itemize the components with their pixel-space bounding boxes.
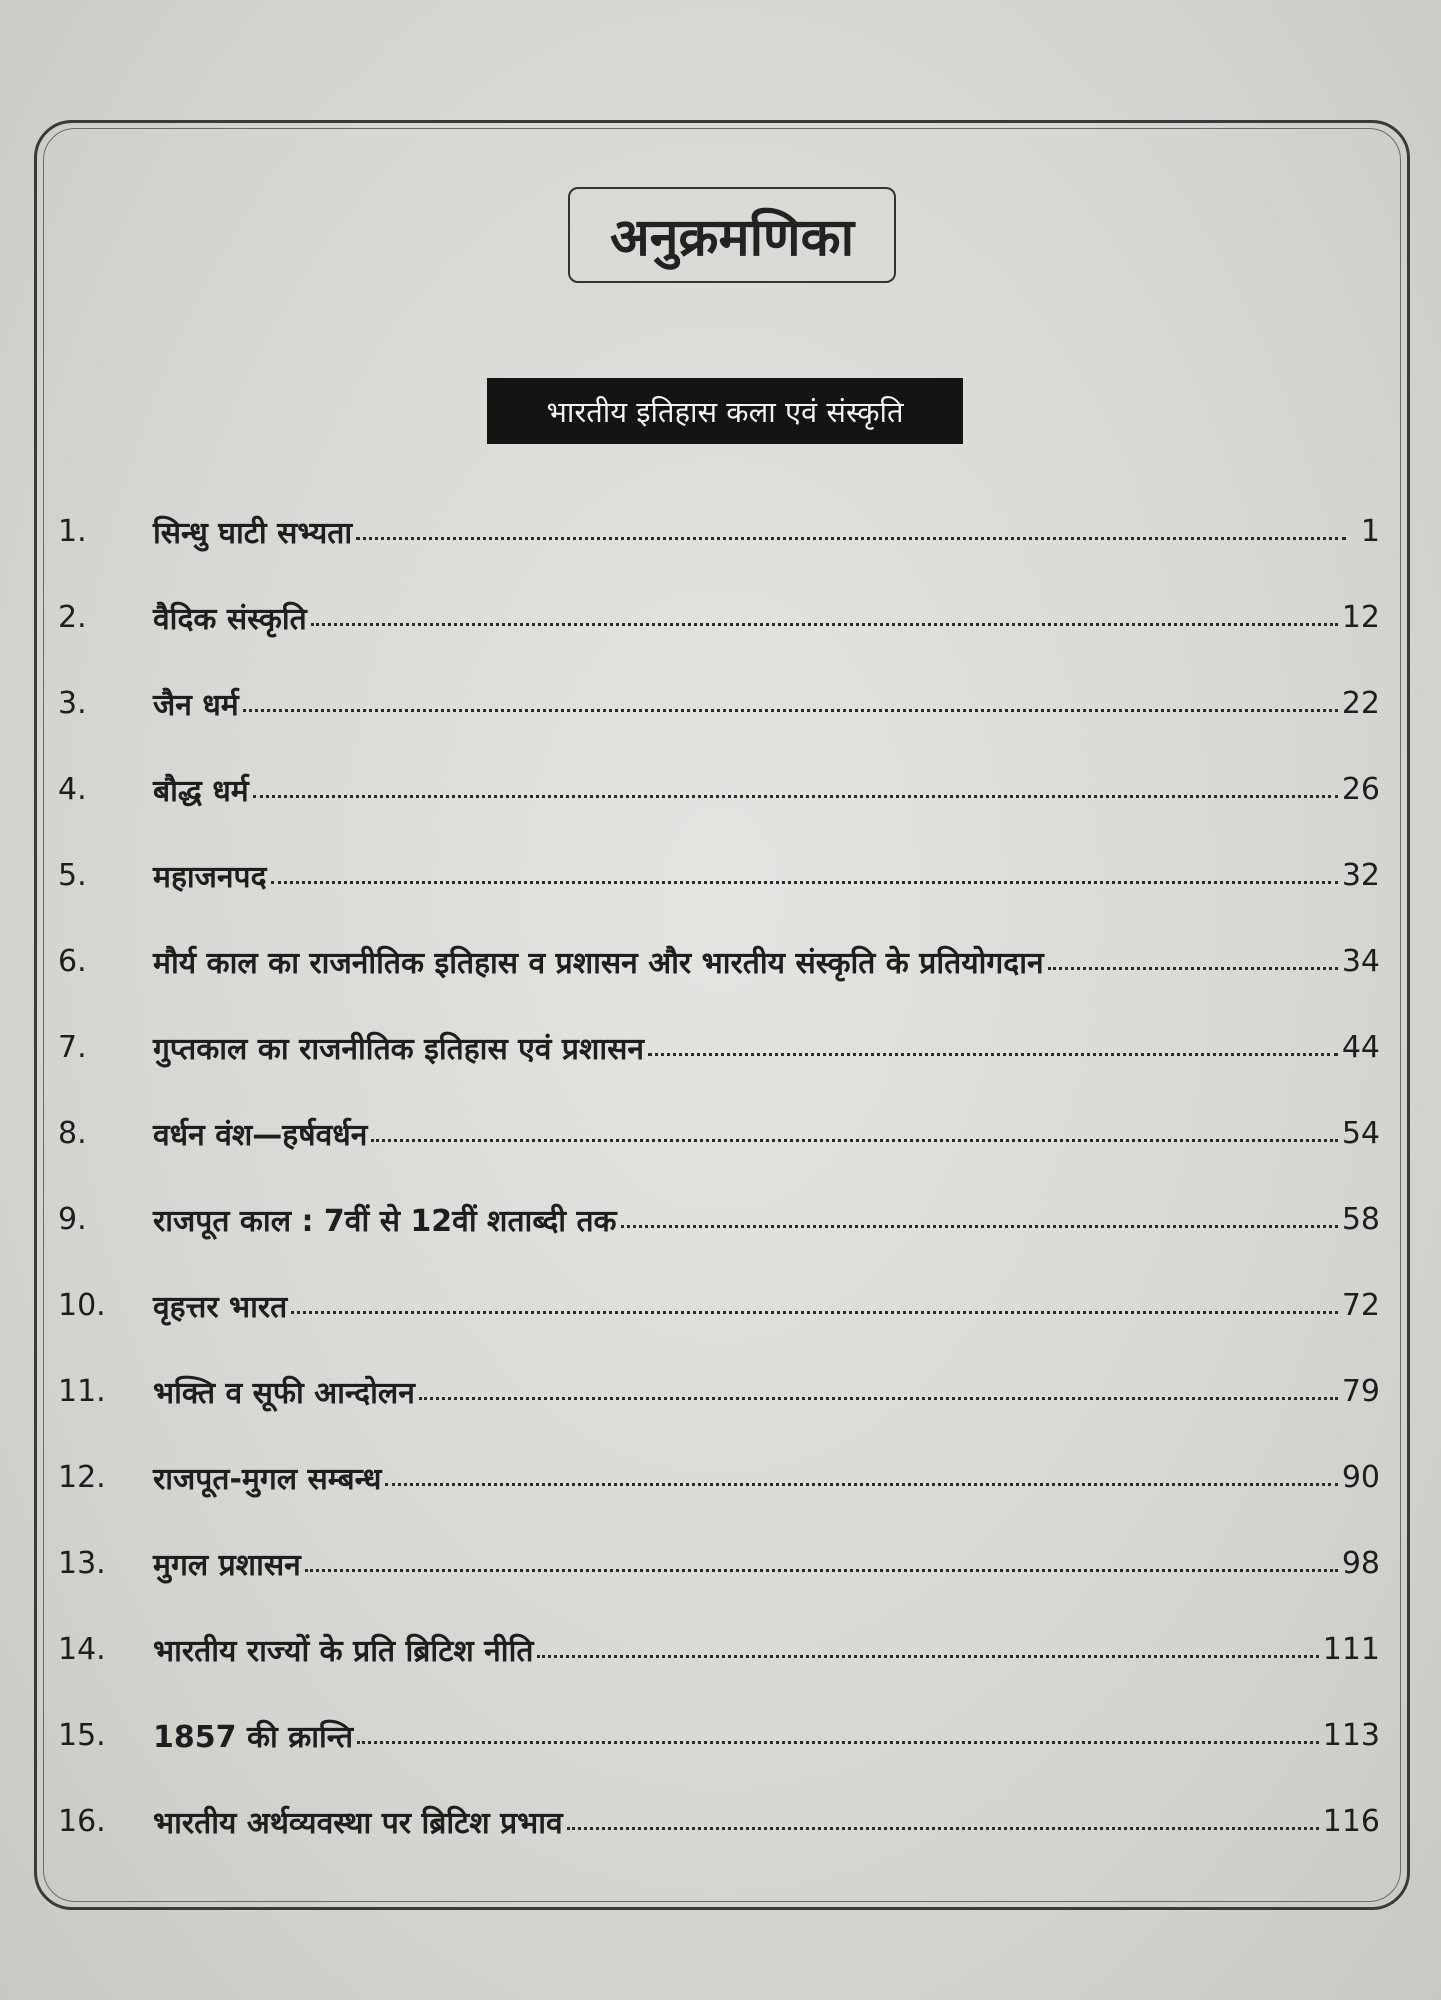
toc-entry[interactable] — [58, 1262, 1380, 1348]
entry-title: राजपूत-मुगल सम्बन्ध — [153, 1461, 382, 1497]
entry-number: 16. — [58, 1803, 106, 1839]
dot-leader — [648, 1053, 1338, 1056]
dot-leader — [253, 795, 1338, 798]
dot-leader — [537, 1655, 1318, 1658]
dot-leader — [419, 1397, 1338, 1400]
entry-page: 90 — [1341, 1459, 1380, 1495]
entry-title: 1857 की क्रान्ति — [153, 1719, 354, 1755]
dot-leader — [567, 1827, 1319, 1830]
entry-title: जैन धर्म — [153, 687, 239, 723]
entry-title: भारतीय राज्यों के प्रति ब्रिटिश नीति — [153, 1633, 534, 1669]
toc-entry[interactable] — [58, 1090, 1380, 1176]
dot-leader — [385, 1483, 1337, 1486]
toc-entry[interactable] — [58, 832, 1380, 918]
toc-entry[interactable] — [58, 1778, 1380, 1864]
toc-entry[interactable] — [58, 1692, 1380, 1778]
entry-title: बौद्ध धर्म — [153, 773, 249, 809]
entry-number: 9. — [58, 1201, 87, 1237]
entry-number: 2. — [58, 599, 87, 635]
entry-page: 54 — [1341, 1115, 1380, 1151]
entry-number: 3. — [58, 685, 87, 721]
entry-page: 12 — [1341, 599, 1380, 635]
entry-page: 26 — [1341, 771, 1380, 807]
entry-page: 1 — [1360, 513, 1380, 549]
entry-page: 58 — [1341, 1201, 1380, 1237]
entry-number: 13. — [58, 1545, 106, 1581]
entry-page: 79 — [1341, 1373, 1380, 1409]
toc-entry[interactable] — [58, 488, 1380, 574]
entry-title: गुप्तकाल का राजनीतिक इतिहास एवं प्रशासन — [153, 1031, 645, 1067]
entry-title: वर्धन वंश—हर्षवर्धन — [153, 1117, 368, 1153]
entry-page: 98 — [1341, 1545, 1380, 1581]
toc-entry[interactable] — [58, 1434, 1380, 1520]
toc-entry[interactable] — [58, 918, 1380, 1004]
entry-page: 22 — [1341, 685, 1380, 721]
entry-number: 1. — [58, 513, 87, 549]
toc-entry[interactable] — [58, 660, 1380, 746]
toc-entry[interactable] — [58, 1606, 1380, 1692]
dot-leader — [621, 1225, 1338, 1228]
entry-title: मौर्य काल का राजनीतिक इतिहास व प्रशासन और भारतीय संस्कृति के प्रतियोगदान — [153, 945, 1044, 981]
entry-number: 10. — [58, 1287, 106, 1323]
entry-number: 7. — [58, 1029, 87, 1065]
toc-entry[interactable] — [58, 574, 1380, 660]
dot-leader — [305, 1569, 1338, 1572]
entry-title: भक्ति व सूफी आन्दोलन — [153, 1375, 415, 1411]
dot-leader — [1048, 967, 1338, 970]
toc-entry[interactable] — [58, 1004, 1380, 1090]
dot-leader — [271, 881, 1338, 884]
entry-title: महाजनपद — [153, 859, 267, 895]
dot-leader — [357, 1741, 1319, 1744]
dot-leader — [356, 537, 1346, 540]
entry-number: 8. — [58, 1115, 87, 1151]
toc-entry[interactable] — [58, 1348, 1380, 1434]
entry-number: 11. — [58, 1373, 106, 1409]
dot-leader — [311, 623, 1338, 626]
entry-page: 32 — [1341, 857, 1380, 893]
entry-title: मुगल प्रशासन — [153, 1547, 301, 1583]
dot-leader — [291, 1311, 1338, 1314]
entry-title: राजपूत काल : 7वीं से 12वीं शताब्दी तक — [153, 1203, 617, 1239]
toc-entry[interactable] — [58, 1520, 1380, 1606]
entry-title: वृहत्तर भारत — [153, 1289, 288, 1325]
table-of-contents — [58, 488, 1380, 1864]
entry-number: 5. — [58, 857, 87, 893]
entry-number: 6. — [58, 943, 87, 979]
entry-title: भारतीय अर्थव्यवस्था पर ब्रिटिश प्रभाव — [153, 1805, 563, 1841]
entry-page: 113 — [1322, 1717, 1380, 1753]
toc-entry[interactable] — [58, 746, 1380, 832]
entry-page: 44 — [1341, 1029, 1380, 1065]
entry-page: 116 — [1322, 1803, 1380, 1839]
entry-number: 4. — [58, 771, 87, 807]
entry-number: 12. — [58, 1459, 106, 1495]
entry-page: 34 — [1341, 943, 1380, 979]
entry-page: 111 — [1322, 1631, 1380, 1667]
toc-entry[interactable] — [58, 1176, 1380, 1262]
dot-leader — [371, 1139, 1337, 1142]
entry-number: 14. — [58, 1631, 106, 1667]
section-banner: भारतीय इतिहास कला एवं संस्कृति — [487, 378, 963, 444]
page-title: अनुक्रमणिका — [568, 187, 896, 283]
entry-number: 15. — [58, 1717, 106, 1753]
entry-page: 72 — [1341, 1287, 1380, 1323]
entry-title: वैदिक संस्कृति — [153, 601, 307, 637]
dot-leader — [243, 709, 1338, 712]
entry-title: सिन्धु घाटी सभ्यता — [153, 515, 353, 551]
